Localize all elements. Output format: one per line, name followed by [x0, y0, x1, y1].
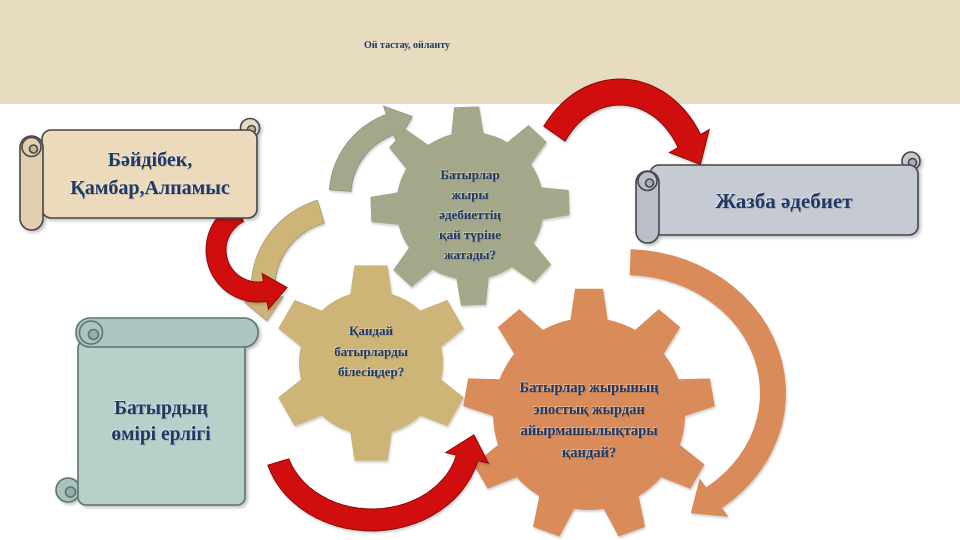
text-line: Қамбар,Алпамыс	[70, 177, 230, 199]
text-line: жыры	[451, 187, 489, 202]
slide-title: Ой тастау, ойланту	[364, 40, 450, 51]
text-line: Жазба әдебиет	[715, 189, 853, 213]
scroll-roll-top-inner-icon	[30, 145, 38, 153]
vscroll-top-roll	[76, 318, 258, 347]
text-line: әдебиеттің	[439, 207, 501, 222]
text-line: қандай?	[561, 444, 617, 461]
banner-roll-top-inner-icon	[646, 179, 654, 187]
text-line: жатады?	[444, 247, 496, 262]
text-line: білесіңдер?	[337, 364, 405, 379]
text-line: қай түріне	[439, 227, 501, 242]
banner-written-text	[652, 188, 916, 214]
gear-which-heroes-text	[286, 321, 456, 383]
text-line: өмірі ерлігі	[111, 424, 211, 445]
text-line: Қандай	[349, 323, 393, 338]
text-line: Батырлар	[440, 167, 500, 182]
text-line: батырларды	[334, 343, 408, 359]
text-line: Батырдың	[114, 398, 208, 419]
vscroll-bottom-curl-inner-icon	[66, 487, 76, 497]
curved-arrow-red-top	[544, 79, 709, 165]
gear-epic-difference-text	[474, 378, 704, 464]
text-line: эпостық жырдан	[533, 401, 645, 418]
scroll-hero-life-text	[78, 396, 244, 448]
vscroll-top-curl-inner-icon	[89, 330, 99, 340]
text-line: Батырлар жырының	[519, 380, 659, 396]
text-line: айырмашылықтары	[520, 423, 658, 439]
text-line: Бәйдібек,	[107, 149, 193, 171]
curved-arrow-tan	[244, 200, 325, 321]
gear-genre-question-text	[380, 165, 560, 265]
scroll-heroes-text	[45, 146, 255, 202]
